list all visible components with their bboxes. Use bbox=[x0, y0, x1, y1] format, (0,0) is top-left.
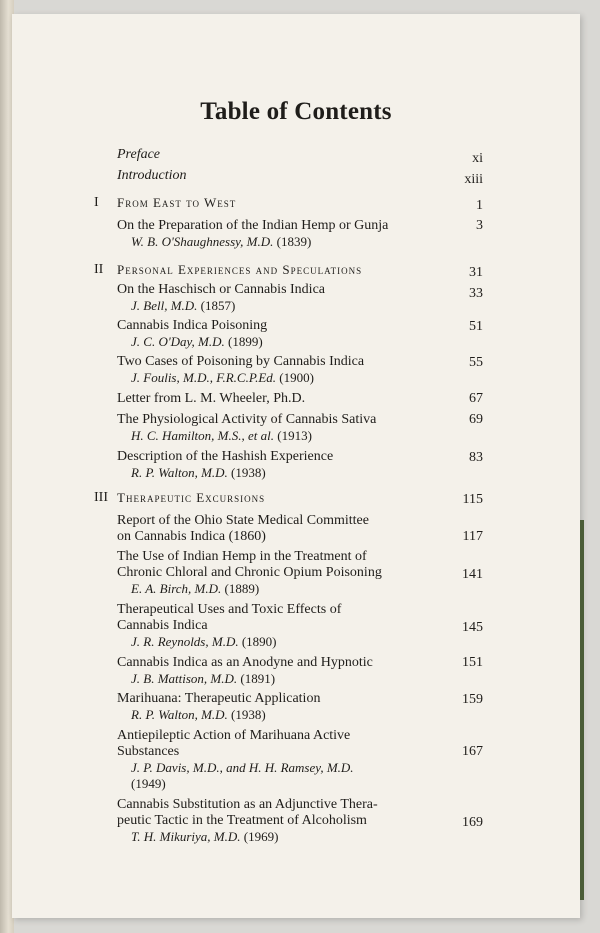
entry-author-line bbox=[131, 428, 451, 444]
entry-year: (1899) bbox=[228, 334, 263, 349]
book-page bbox=[12, 14, 580, 918]
entry-author: W. B. O'Shaughnessy, M.D. bbox=[131, 234, 274, 249]
entry-title: Cannabis Indica Poisoning bbox=[117, 318, 268, 333]
section-numeral: II bbox=[94, 262, 104, 277]
entry-year: (1890) bbox=[241, 634, 277, 649]
section-title: Therapeutic Excursions bbox=[117, 490, 266, 505]
entry-title-line: Marihuana: Therapeutic Application bbox=[117, 691, 321, 706]
entry-year: (1969) bbox=[243, 829, 279, 844]
section-title: Personal Experiences and Speculations bbox=[117, 262, 363, 277]
entry-author: J. Foulis, M.D., F.R.C.P.Ed. bbox=[131, 370, 277, 385]
entry-year: (1938) bbox=[231, 465, 266, 480]
entry-title-line: Antiepileptic Action of Marihuana Active bbox=[117, 728, 351, 743]
entry-author: J. Bell, M.D. bbox=[131, 298, 198, 313]
entry-page: 167 bbox=[462, 744, 483, 759]
section-title: From East to West bbox=[117, 195, 237, 210]
entry-title: The Physiological Activity of Cannabis Sativa bbox=[117, 412, 377, 427]
entry-page: 67 bbox=[469, 391, 483, 406]
entry-author-line bbox=[131, 465, 451, 481]
entry-author: T. H. Mikuriya, M.D. bbox=[131, 829, 241, 844]
entry-year: (1889) bbox=[224, 581, 260, 596]
entry-year: (1891) bbox=[240, 671, 276, 686]
entry-author-line bbox=[131, 829, 451, 845]
entry-year: (1938) bbox=[231, 707, 266, 722]
entry-page: 141 bbox=[462, 567, 483, 582]
entry-author: J. R. Reynolds, M.D. bbox=[131, 634, 239, 649]
entry-title-line: peutic Tactic in the Treatment of Alcoholism bbox=[117, 813, 367, 828]
entry-author-line bbox=[131, 707, 451, 723]
entry-author: R. P. Walton, M.D. bbox=[131, 465, 228, 480]
entry-title-line: Chronic Chloral and Chronic Opium Poisoning bbox=[117, 565, 382, 580]
entry-year: (1900) bbox=[279, 370, 314, 385]
entry-title-line: Cannabis Indica bbox=[117, 618, 208, 633]
section-numeral: I bbox=[94, 195, 99, 210]
entry-title: On the Preparation of the Indian Hemp or Gunja bbox=[117, 218, 389, 233]
entry-title-line: on Cannabis Indica (1860) bbox=[117, 529, 266, 544]
entry-year: (1913) bbox=[277, 428, 312, 443]
entry-page: 159 bbox=[462, 692, 483, 707]
entry-year: (1839) bbox=[276, 234, 312, 249]
section-page: 115 bbox=[462, 492, 483, 507]
entry-title: Introduction bbox=[117, 168, 187, 183]
entry-page: 151 bbox=[462, 655, 483, 670]
entry-page: 69 bbox=[469, 412, 483, 427]
entry-title-line: Substances bbox=[117, 744, 180, 759]
entry-author: J. P. Davis, M.D., and H. H. Ramsey, M.D. bbox=[131, 760, 354, 775]
entry-author-line bbox=[131, 334, 451, 350]
entry-author: R. P. Walton, M.D. bbox=[131, 707, 228, 722]
entry-page: 33 bbox=[469, 286, 483, 301]
entry-year: (1857) bbox=[200, 298, 236, 313]
entry-title: Two Cases of Poisoning by Cannabis Indica bbox=[117, 354, 365, 369]
entry-page: 83 bbox=[469, 450, 483, 465]
entry-page: xi bbox=[472, 151, 483, 166]
entry-title-line: Report of the Ohio State Medical Committee bbox=[117, 513, 369, 528]
entry-title: Letter from L. M. Wheeler, Ph.D. bbox=[117, 391, 306, 406]
entry-title-line: Cannabis Substitution as an Adjunctive Thera- bbox=[117, 797, 378, 812]
entry-page: 117 bbox=[462, 529, 483, 544]
entry-author: H. C. Hamilton, M.S., et al. bbox=[131, 428, 274, 443]
entry-author-line bbox=[131, 370, 451, 386]
entry-title: On the Haschisch or Cannabis Indica bbox=[117, 282, 325, 297]
section-page: 1 bbox=[476, 198, 483, 213]
book-cover-edge bbox=[580, 520, 584, 900]
entry-year: (1949) bbox=[131, 776, 166, 791]
entry-page: 3 bbox=[476, 218, 483, 233]
entry-author: E. A. Birch, M.D. bbox=[131, 581, 222, 596]
entry-page: xiii bbox=[464, 172, 483, 187]
entry-page: 55 bbox=[469, 355, 483, 370]
entry-page: 145 bbox=[462, 620, 483, 635]
entry-page: 169 bbox=[462, 815, 483, 830]
page-title: Table of Contents bbox=[200, 98, 392, 125]
entry-title-line: Cannabis Indica as an Anodyne and Hypnotic bbox=[117, 655, 373, 670]
entry-author-line bbox=[131, 581, 451, 597]
section-page: 31 bbox=[469, 265, 483, 280]
section-numeral: III bbox=[94, 490, 108, 505]
entry-author-line bbox=[131, 671, 451, 687]
entry-title: Description of the Hashish Experience bbox=[117, 449, 334, 464]
entry-author: J. B. Mattison, M.D. bbox=[131, 671, 238, 686]
entry-title-line: Therapeutical Uses and Toxic Effects of bbox=[117, 602, 342, 617]
entry-author-line bbox=[131, 234, 451, 250]
entry-title: Preface bbox=[117, 147, 161, 162]
entry-author-line bbox=[131, 634, 451, 650]
entry-title-line: The Use of Indian Hemp in the Treatment of bbox=[117, 549, 367, 564]
entry-author: J. C. O'Day, M.D. bbox=[131, 334, 225, 349]
entry-author-line bbox=[131, 298, 451, 314]
entry-page: 51 bbox=[469, 319, 483, 334]
